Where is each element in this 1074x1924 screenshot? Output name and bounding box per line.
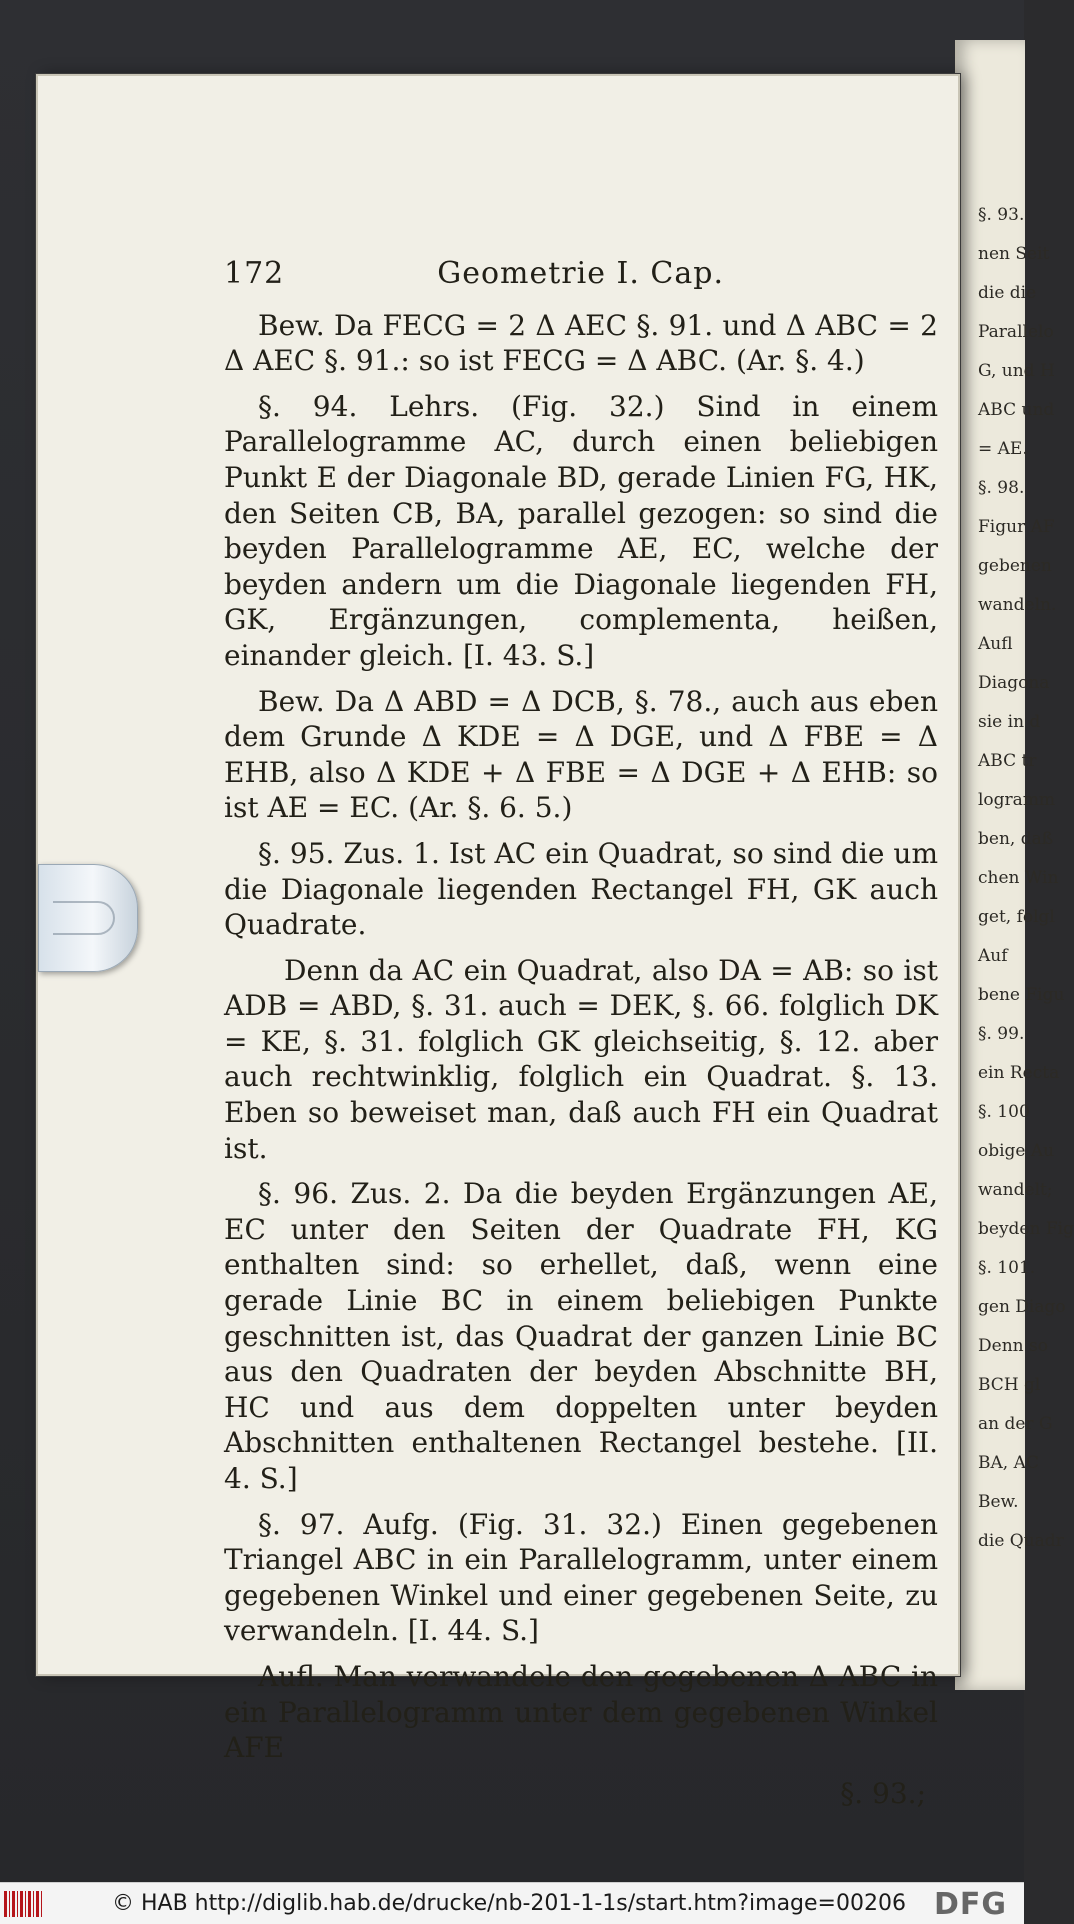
adjacent-page-fragment: nen Seit: [978, 244, 1050, 264]
adjacent-page-fragment: die die: [978, 283, 1037, 303]
paragraph-proof-93: Bew. Da FECG = 2 Δ AEC §. 91. und Δ ABC = 2 Δ AEC §. 91.: so ist FECG = Δ ABC. (Ar. §. 4.): [224, 308, 938, 378]
footer-bar: [0, 1882, 1024, 1924]
adjacent-page-edge: [955, 40, 1074, 1690]
adjacent-page-fragment: BA, AC: [978, 1453, 1039, 1473]
adjacent-page-fragment: G, und H: [978, 361, 1055, 381]
page-clip: [38, 864, 138, 972]
adjacent-page-fragment: an der G: [978, 1414, 1053, 1434]
adjacent-page-fragment: wandelt;: [978, 1180, 1053, 1200]
adjacent-page-fragment: die Quadr: [978, 1531, 1064, 1551]
paragraph-corollary-96: §. 96. Zus. 2. Da die beyden Ergänzungen AE, EC unter den Seiten der Quadrate FH, KG enthalten sind: so erhellet, daß, wenn eine gerade Linie BC in einem beliebigen Punkte geschnitten ist, das Quadrat der ganzen Linie BC aus den Quadraten der beyden Abschnitte BH, HC und aus dem doppelten unter beyden Abschnitten enthaltenen Rectangel bestehe. [II. 4. S.]: [224, 1177, 938, 1495]
adjacent-page-fragment: = AE.: [978, 439, 1028, 459]
adjacent-page-fragment: §. 99.: [978, 1024, 1025, 1044]
adjacent-page-fragment: Diagona: [978, 673, 1050, 693]
adjacent-page-fragment: sie in d: [978, 712, 1041, 732]
hab-barcode-icon: [4, 1891, 44, 1917]
paragraph-problem-97: §. 97. Aufg. (Fig. 31. 32.) Einen gegebenen Triangel ABC in ein Parallelogramm, unter einem gegebenen Winkel und einer gegebenen Seite, zu verwandeln. [I. 44. S.]: [224, 1507, 938, 1648]
adjacent-page-fragment: BCH gl: [978, 1375, 1041, 1395]
adjacent-page-fragment: Figur AF: [978, 517, 1055, 537]
adjacent-page-fragment: §. 93.: [978, 205, 1025, 225]
page-text-block: [224, 256, 938, 1811]
adjacent-page-fragment: obige Au: [978, 1141, 1055, 1161]
running-title: Geometrie I. Cap.: [437, 256, 724, 291]
adjacent-page-fragment: Auf: [978, 946, 1008, 966]
dfg-logo: DFG: [934, 1887, 1008, 1922]
catchword: §. 93.;: [840, 1776, 926, 1810]
adjacent-page-fragment: ein Recta: [978, 1063, 1060, 1083]
page-number: 172: [224, 256, 285, 291]
adjacent-page-fragment: ben, daß: [978, 829, 1054, 849]
adjacent-page-fragment: logramm: [978, 790, 1056, 810]
adjacent-page-fragment: Denn so: [978, 1336, 1048, 1356]
page-header: [224, 256, 724, 292]
adjacent-page-fragment: bene Figu: [978, 985, 1065, 1005]
paragraph-proof-95: Denn da AC ein Quadrat, also DA = AB: so ist ADB = ABD, §. 31. auch = DEK, §. 66. folglich DK = KE, §. 31. folglich GK gleichseitig, §. 12. aber auch rechtwinklig, folglich ein Quadrat. §. 13. Eben so beweiset man, daß auch FH ein Quadrat ist.: [224, 953, 938, 1165]
adjacent-page-fragment: §. 101.: [978, 1258, 1036, 1278]
footer-copyright-link[interactable]: © HAB http://diglib.hab.de/drucke/nb-201-1-1s/start.htm?image=00206: [112, 1891, 906, 1916]
adjacent-page-fragment: Parallelo: [978, 322, 1054, 342]
adjacent-page-fragment: §. 100: [978, 1102, 1030, 1122]
adjacent-page-fragment: ABC und: [978, 400, 1055, 420]
paragraph-corollary-95: §. 95. Zus. 1. Ist AC ein Quadrat, so sind die um die Diagonale liegenden Rectangel FH, GK auch Quadrate.: [224, 836, 938, 942]
adjacent-page-fragment: ABC tr: [978, 751, 1037, 771]
adjacent-page-fragment: get, folgl: [978, 907, 1055, 927]
adjacent-page-fragment: §. 98.: [978, 478, 1025, 498]
adjacent-page-fragment: Aufl: [978, 634, 1013, 654]
paragraph-proof-94: Bew. Da Δ ABD = Δ DCB, §. 78., auch aus eben dem Grunde Δ KDE = Δ DGE, und Δ FBE = Δ EHB, also Δ KDE + Δ FBE = Δ DGE + Δ EHB: so ist AE = EC. (Ar. §. 6. 5.): [224, 684, 938, 825]
paragraph-solution-97: Aufl. Man verwandele den gegebenen Δ ABC in ein Parallelogramm unter dem gegebenen Winkel AFE: [224, 1659, 938, 1765]
book-page: [36, 74, 960, 1810]
adjacent-page-fragment: gebenen: [978, 556, 1052, 576]
adjacent-page-fragment: gen Diago: [978, 1297, 1066, 1317]
adjacent-page-fragment: Bew.: [978, 1492, 1019, 1512]
adjacent-page-fragment: chen Win: [978, 868, 1059, 888]
paragraph-theorem-94: §. 94. Lehrs. (Fig. 32.) Sind in einem Parallelogramme AC, durch einen beliebigen Punkt E der Diagonale BD, gerade Linien FG, HK, den Seiten CB, BA, parallel gezogen: so sind die beyden Parallelogramme AE, EC, welche der beyden andern um die Diagonale liegenden FH, GK, Ergänzungen, complementa, heißen, einander gleich. [I. 43. S.]: [224, 389, 938, 672]
adjacent-page-fragment: wandeln.: [978, 595, 1057, 615]
adjacent-page-fragment: beyden Fig: [978, 1219, 1074, 1239]
